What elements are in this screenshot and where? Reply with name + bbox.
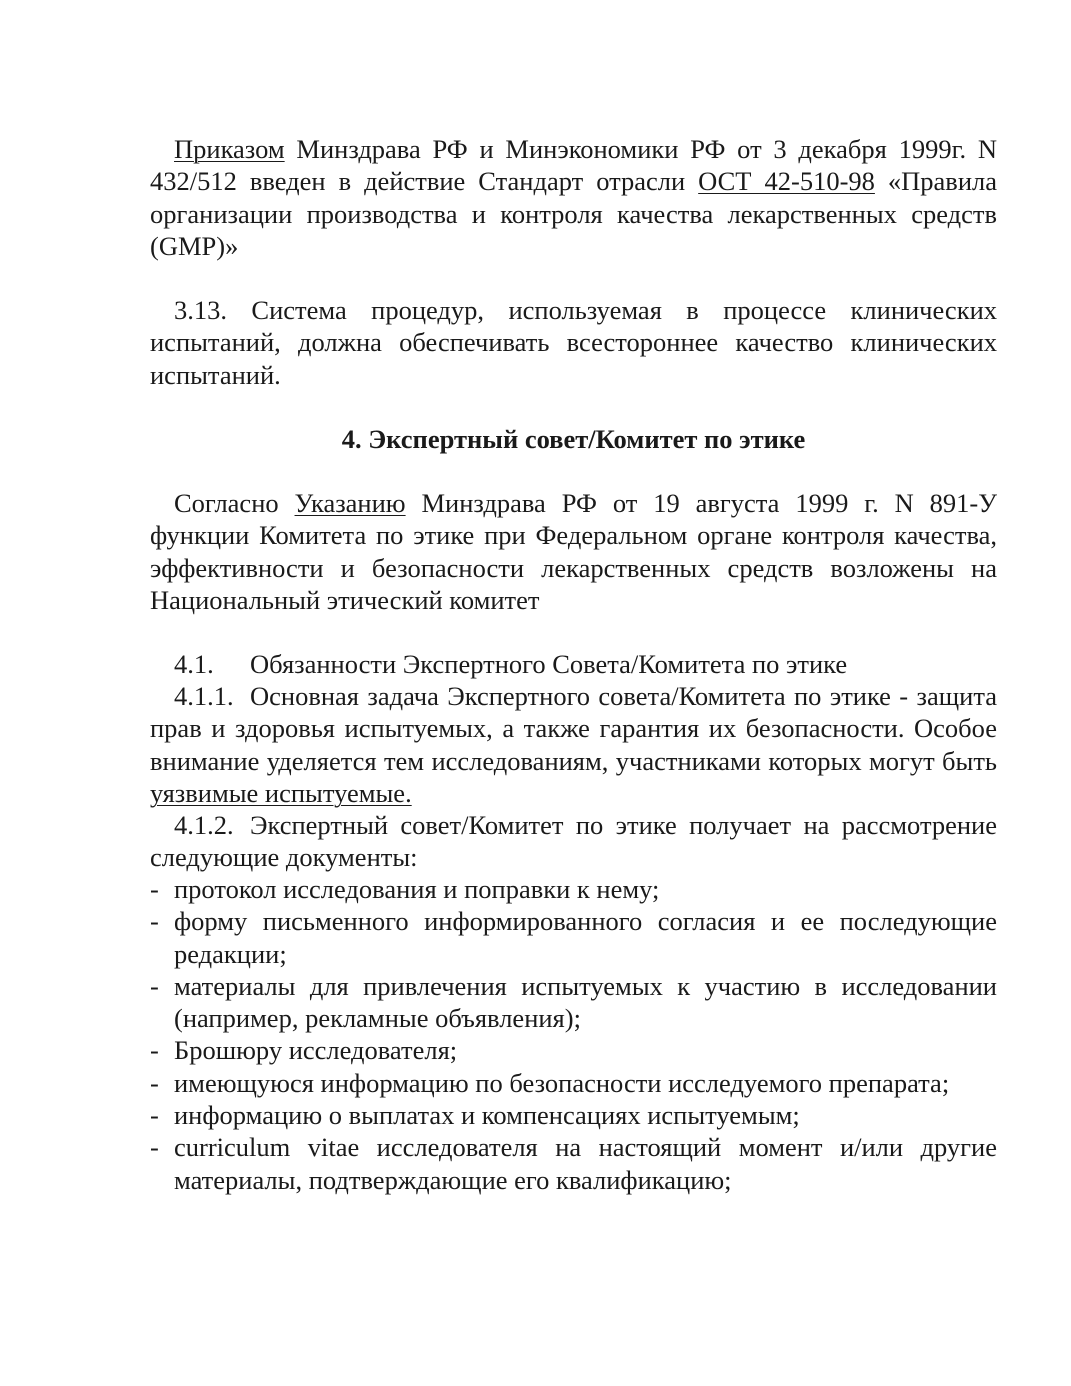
clause-text: Основная задача Экспертного совета/Комитета по этике - защита прав и здоровья испытуемых, а также гарантия их безопасности. Особое внимание уделяется тем исследованиям, участниками которых могут быть	[150, 681, 997, 776]
list-item-text: имеющуюся информацию по безопасности исследуемого препарата;	[174, 1067, 950, 1098]
clause-4-1-2	[150, 809, 997, 874]
clause-4-1-1	[150, 680, 997, 809]
list-item-text: curriculum vitae исследователя на настоящий момент и/или другие материалы, подтверждающие его квалификацию;	[174, 1132, 997, 1195]
procedures-paragraph	[150, 294, 997, 391]
clause-number: 4.1.	[174, 649, 214, 679]
instruction-paragraph	[150, 487, 997, 616]
list-item	[150, 970, 997, 1035]
bullet-dash: -	[150, 1067, 159, 1098]
bullet-dash: -	[150, 906, 159, 937]
list-item	[150, 1099, 997, 1131]
clause-4-1	[150, 648, 997, 680]
procedures-text: 3.13. Система процедур, используемая в процессе клинических испытаний, должна обеспечивать всестороннее качество клинических испытаний.	[150, 295, 997, 390]
list-item-text: форму письменного информированного согласия и ее последующие редакции;	[174, 906, 997, 969]
documents-list	[150, 873, 997, 1196]
list-item-text: Брошюру исследователя;	[174, 1035, 458, 1066]
order-text-end: «Правила организации производства и контроля качества лекарственных средств (GMP)»	[150, 166, 997, 261]
clause-text: Экспертный совет/Комитет по этике получает на рассмотрение следующие документы:	[150, 810, 997, 873]
instruction-link[interactable]: Указанию	[294, 488, 406, 518]
bullet-dash: -	[150, 1035, 159, 1066]
vulnerable-subjects-link[interactable]: уязвимые испытуемые.	[150, 777, 412, 808]
bullet-dash: -	[150, 1100, 159, 1131]
list-item	[150, 1034, 997, 1066]
list-item	[150, 905, 997, 970]
list-item-text: протокол исследования и поправки к нему;	[174, 874, 660, 904]
bullet-dash: -	[150, 874, 159, 904]
list-item	[150, 1067, 997, 1099]
list-item-text: материалы для привлечения испытуемых к участию в исследовании (например, рекламные объявления);	[174, 970, 997, 1034]
order-text: Минздрава РФ и Минэкономики РФ от 3 декабря 1999г. N 432/512 введен в действие Стандарт отрасли	[150, 134, 997, 197]
clause-number: 4.1.1.	[174, 681, 234, 711]
instruction-text-start: Согласно	[174, 488, 295, 518]
ost-standard-link[interactable]: ОСТ 42-510-98	[698, 166, 875, 197]
list-item-text: информацию о выплатах и компенсациях испытуемым;	[174, 1100, 800, 1131]
list-item	[150, 873, 997, 905]
section-heading: 4. Экспертный совет/Комитет по этике	[341, 424, 806, 454]
instruction-text: Минздрава РФ от 19 августа 1999 г. N 891-У функции Комитета по этике при Федеральном органе контроля качества, эффективности и безопасности лекарственных средств возложены на Национальный этический комитет	[150, 488, 997, 615]
bullet-dash: -	[150, 1132, 159, 1163]
bullet-dash: -	[150, 970, 159, 1001]
order-paragraph	[150, 133, 997, 262]
clause-title: Обязанности Экспертного Совета/Комитета по этике	[250, 649, 848, 679]
clause-number: 4.1.2.	[174, 810, 234, 840]
order-link[interactable]: Приказом	[174, 134, 285, 164]
list-item	[150, 1131, 997, 1196]
